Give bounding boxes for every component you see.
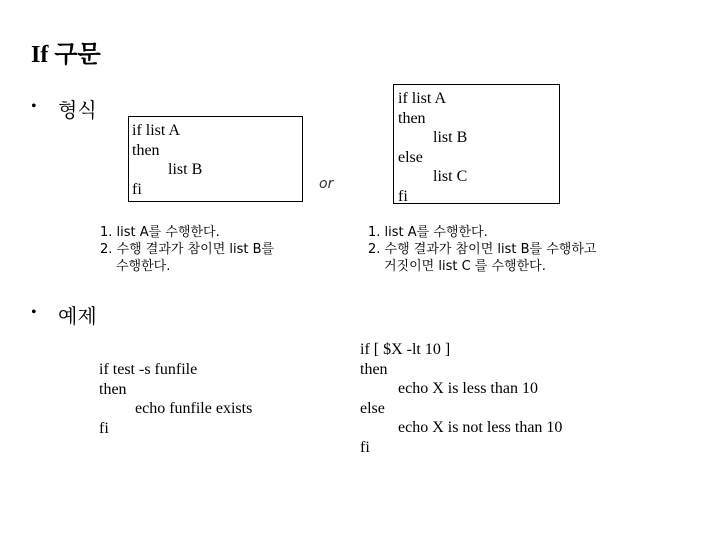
code-line: list B [433,129,468,146]
bullet-example-label: 예제 [58,304,97,328]
code-line: then [360,360,388,378]
code-line: fi [132,180,142,198]
code-line: list C [433,168,468,185]
code-line: if list A [132,122,181,139]
notes-right [368,224,596,275]
code-line: echo X is less than 10 [398,380,538,397]
example-code-right [360,340,562,457]
note-line: 2. 수행 결과가 참이면 list B를 [100,242,275,257]
code-line: if [ $X -lt 10 ] [360,341,451,358]
code-line: fi [398,187,408,205]
slide-title: If 구문 [31,42,101,68]
code-line: then [132,141,160,159]
note-line: 2. 수행 결과가 참이면 list B를 수행하고 [368,242,597,257]
code-line: fi [99,419,109,437]
note-line: 수행한다. [116,259,171,274]
bullet-syntax-label: 형식 [58,98,97,122]
code-line: echo funfile exists [135,400,253,417]
code-line: fi [360,438,370,456]
code-line: if test -s funfile [99,361,198,378]
note-line: 1. list A를 수행한다. [368,225,488,240]
or-label: or [319,176,334,192]
code-line: then [99,380,127,398]
bullet-dot: • [31,98,37,115]
syntax-box-right [393,84,560,204]
code-line: echo X is not less than 10 [398,419,563,436]
code-line: else [360,399,385,417]
example-code-left [99,360,252,438]
code-line: if list A [398,90,447,107]
notes-left [100,224,274,275]
note-line: 거짓이면 list C 를 수행한다. [384,259,546,274]
note-line: 1. list A를 수행한다. [100,225,220,240]
code-line: then [398,109,426,127]
code-line: list B [168,161,203,178]
code-line: else [398,148,423,166]
syntax-box-left [128,116,303,202]
bullet-dot: • [31,304,37,321]
